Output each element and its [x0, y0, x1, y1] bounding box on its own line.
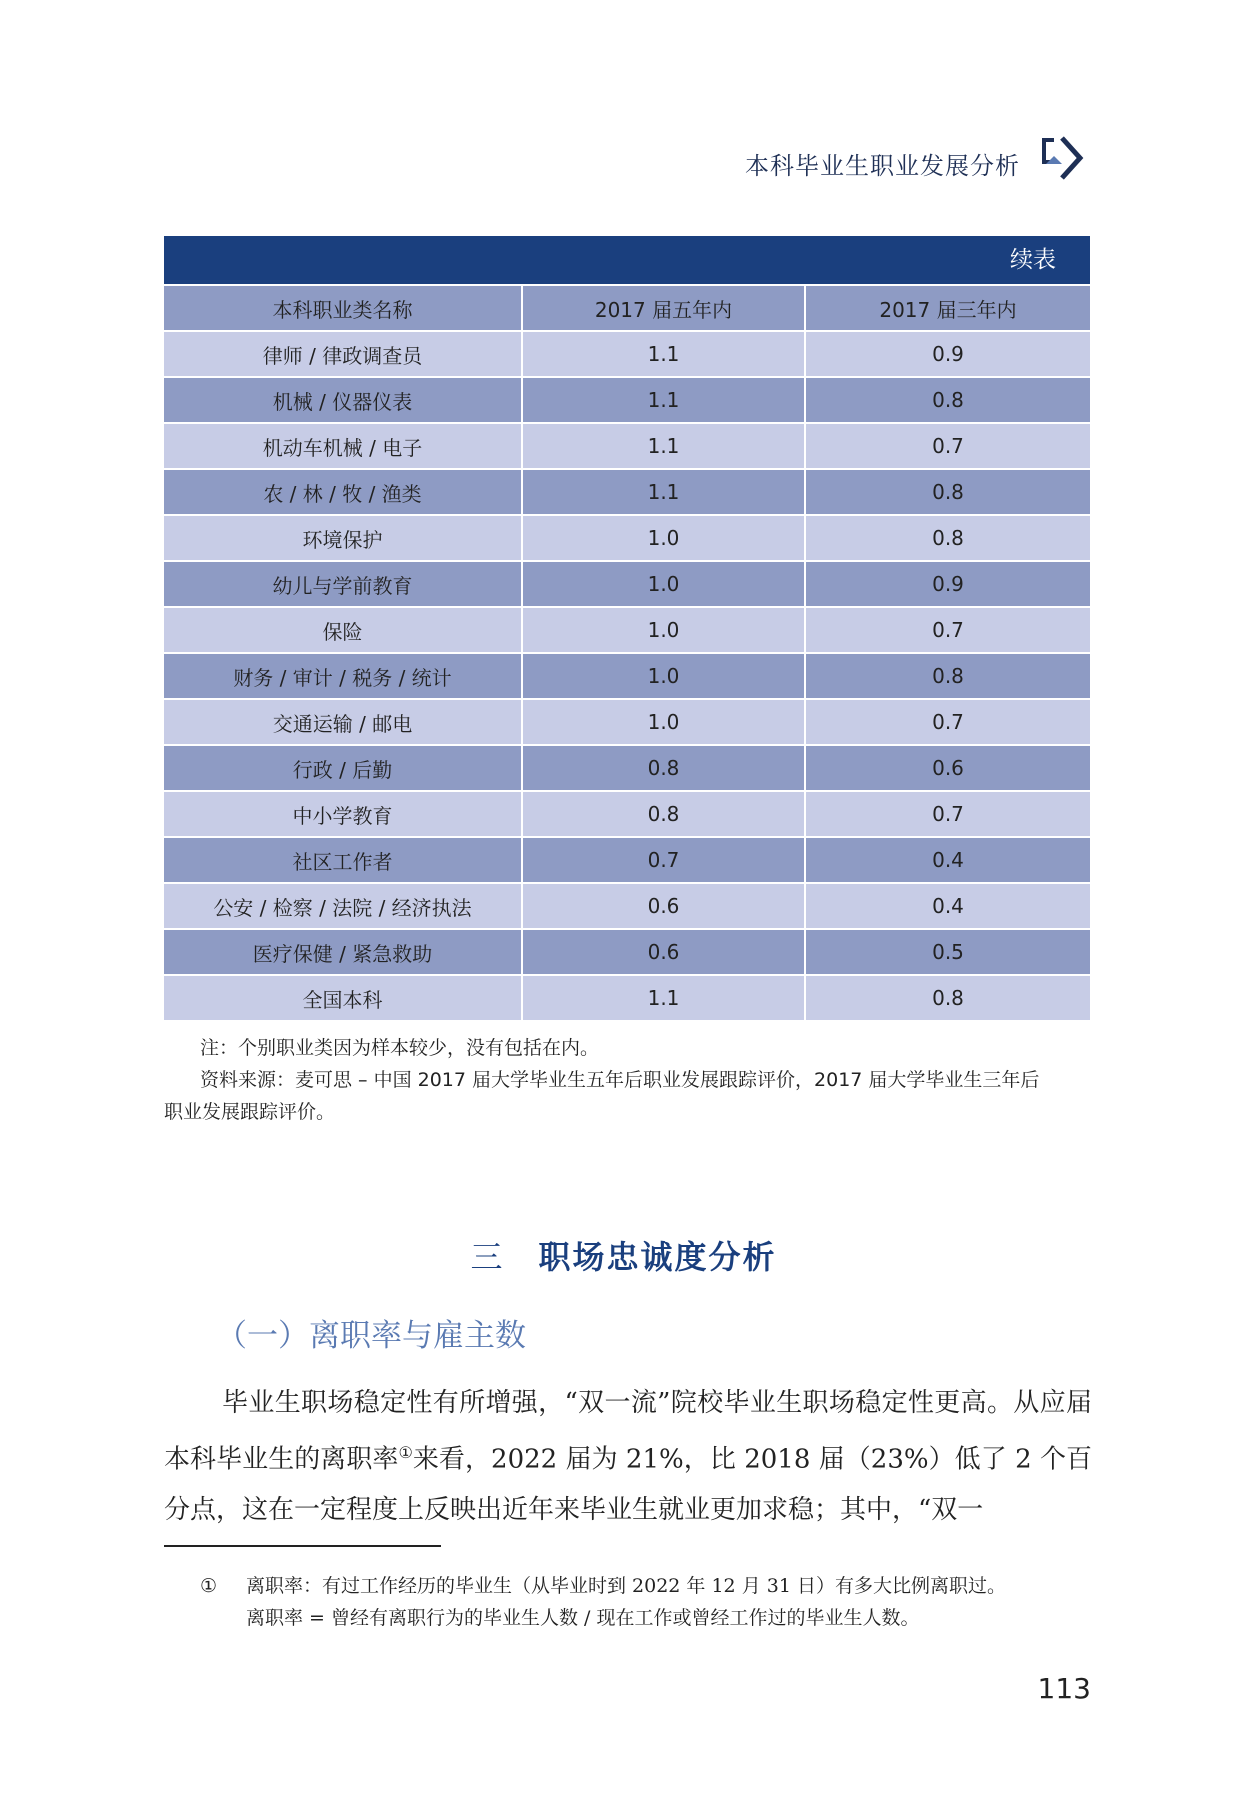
five-year-value-cell: 1.1 — [522, 469, 805, 515]
five-year-value-cell: 0.6 — [522, 929, 805, 975]
table-row — [164, 837, 1090, 883]
body-text-part1: 毕业生职场稳定性有所增强，“双一流”院校毕业生职场稳定性更高。从应届本科毕业生的离职率 — [164, 1388, 1092, 1475]
table-row — [164, 745, 1090, 791]
table-row — [164, 883, 1090, 929]
table-source: 资料来源：麦可思 – 中国 2017 届大学毕业生五年后职业发展跟踪评价，2017 届大学毕业生三年后 — [200, 1069, 1040, 1091]
table-row — [164, 975, 1090, 1020]
table-note: 注：个别职业类因为样本较少，没有包括在内。 — [200, 1037, 600, 1059]
column-header: 2017 届五年内 — [522, 285, 805, 331]
occupation-cell: 社区工作者 — [164, 837, 522, 883]
body-paragraph — [164, 1378, 1092, 1535]
three-year-value-cell: 0.4 — [805, 883, 1090, 929]
occupation-cell: 保险 — [164, 607, 522, 653]
footnote-divider — [164, 1545, 441, 1547]
occupation-cell: 机械 / 仪器仪表 — [164, 377, 522, 423]
table-row — [164, 377, 1090, 423]
five-year-value-cell: 0.6 — [522, 883, 805, 929]
five-year-value-cell: 0.8 — [522, 791, 805, 837]
table-row — [164, 469, 1090, 515]
table-row — [164, 653, 1090, 699]
five-year-value-cell: 1.0 — [522, 607, 805, 653]
footnote — [200, 1570, 1100, 1634]
three-year-value-cell: 0.9 — [805, 331, 1090, 377]
occupation-cell: 交通运输 / 邮电 — [164, 699, 522, 745]
occupation-cell: 中小学教育 — [164, 791, 522, 837]
footnote-line-2: 离职率 = 曾经有离职行为的毕业生人数 / 现在工作或曾经工作过的毕业生人数。 — [246, 1607, 920, 1629]
five-year-value-cell: 1.0 — [522, 561, 805, 607]
table-row — [164, 561, 1090, 607]
column-header: 本科职业类名称 — [164, 285, 522, 331]
chapter-logo-icon — [1040, 134, 1096, 182]
continuation-bar: 续表 — [164, 236, 1090, 284]
table-row — [164, 331, 1090, 377]
five-year-value-cell: 1.0 — [522, 699, 805, 745]
three-year-value-cell: 0.7 — [805, 699, 1090, 745]
three-year-value-cell: 0.8 — [805, 377, 1090, 423]
five-year-value-cell: 1.0 — [522, 653, 805, 699]
section-heading: 职场忠诚度分析 — [538, 1238, 777, 1276]
column-header: 2017 届三年内 — [805, 285, 1090, 331]
occupation-cell: 全国本科 — [164, 975, 522, 1020]
running-header: 本科毕业生职业发展分析 — [745, 152, 1020, 180]
five-year-value-cell: 1.1 — [522, 423, 805, 469]
table-body — [164, 331, 1090, 1020]
five-year-value-cell: 1.1 — [522, 331, 805, 377]
three-year-value-cell: 0.6 — [805, 745, 1090, 791]
table-row — [164, 423, 1090, 469]
body-text-part2: 来看，2022 届为 21%，比 2018 届（23%）低了 2 个百分点，这在一定程度上反映出近年来毕业生就业更加求稳；其中，“双一 — [164, 1444, 1092, 1525]
occupation-cell: 行政 / 后勤 — [164, 745, 522, 791]
three-year-value-cell: 0.7 — [805, 423, 1090, 469]
occupation-cell: 环境保护 — [164, 515, 522, 561]
three-year-value-cell: 0.8 — [805, 515, 1090, 561]
five-year-value-cell: 0.8 — [522, 745, 805, 791]
three-year-value-cell: 0.9 — [805, 561, 1090, 607]
data-table-container — [164, 236, 1090, 1020]
table-row — [164, 515, 1090, 561]
three-year-value-cell: 0.8 — [805, 975, 1090, 1020]
occupation-cell: 财务 / 审计 / 税务 / 统计 — [164, 653, 522, 699]
occupation-cell: 公安 / 检察 / 法院 / 经济执法 — [164, 883, 522, 929]
subsection-title: （一）离职率与雇主数 — [216, 1318, 526, 1354]
occupation-cell: 医疗保健 / 紧急救助 — [164, 929, 522, 975]
three-year-value-cell: 0.8 — [805, 469, 1090, 515]
five-year-value-cell: 0.7 — [522, 837, 805, 883]
section-number: 三 — [470, 1238, 505, 1276]
table-source-continued: 职业发展跟踪评价。 — [164, 1101, 336, 1123]
five-year-value-cell: 1.0 — [522, 515, 805, 561]
footnote-reference: ① — [398, 1443, 413, 1462]
table-header-row — [164, 285, 1090, 331]
table-row — [164, 607, 1090, 653]
footnote-line-1: 离职率：有过工作经历的毕业生（从毕业时到 2022 年 12 月 31 日）有多大比例离职过。 — [246, 1575, 1006, 1597]
page-number: 113 — [1037, 1672, 1091, 1705]
three-year-value-cell: 0.5 — [805, 929, 1090, 975]
five-year-value-cell: 1.1 — [522, 377, 805, 423]
three-year-value-cell: 0.7 — [805, 791, 1090, 837]
three-year-value-cell: 0.8 — [805, 653, 1090, 699]
table-notes — [164, 1032, 1094, 1128]
table-row — [164, 791, 1090, 837]
table-row — [164, 929, 1090, 975]
footnote-mark: ① — [200, 1575, 218, 1597]
occupation-cell: 机动车机械 / 电子 — [164, 423, 522, 469]
occupation-cell: 律师 / 律政调查员 — [164, 331, 522, 377]
five-year-value-cell: 1.1 — [522, 975, 805, 1020]
three-year-value-cell: 0.4 — [805, 837, 1090, 883]
data-table — [164, 284, 1090, 1020]
table-row — [164, 699, 1090, 745]
section-title — [0, 1232, 1247, 1278]
occupation-cell: 幼儿与学前教育 — [164, 561, 522, 607]
occupation-cell: 农 / 林 / 牧 / 渔类 — [164, 469, 522, 515]
three-year-value-cell: 0.7 — [805, 607, 1090, 653]
